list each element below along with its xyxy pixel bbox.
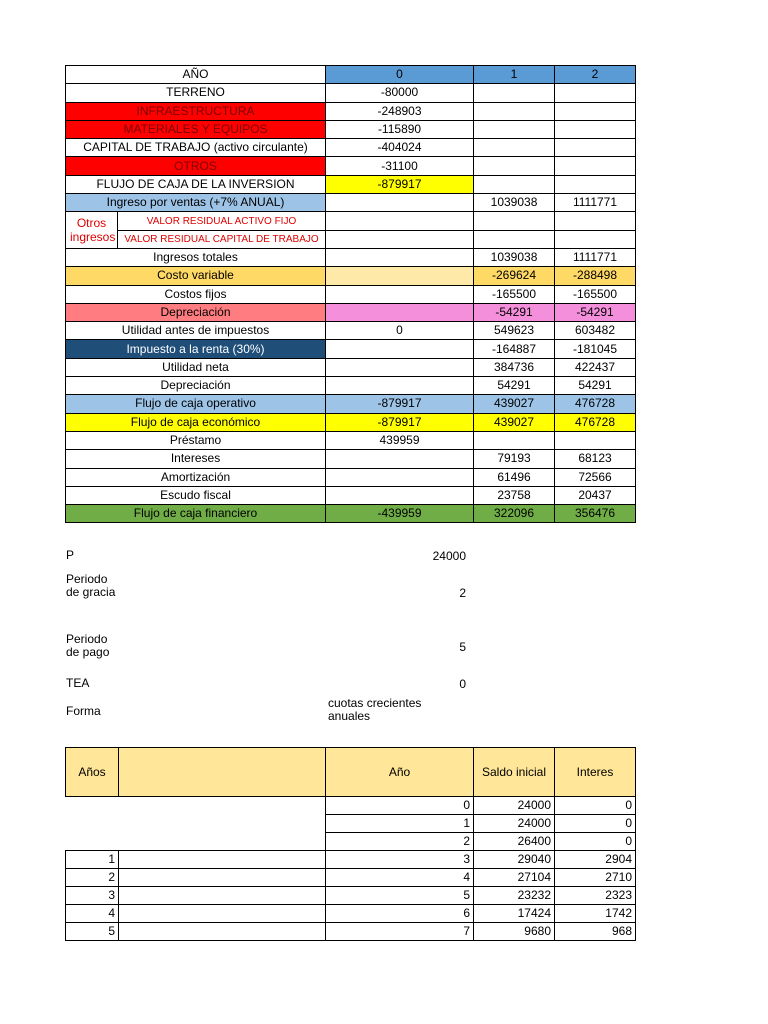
loan-row-n[interactable]: 4 [66,905,119,923]
loan-row-year[interactable]: 6 [326,905,474,923]
cell-v0[interactable] [326,230,474,248]
tea-label[interactable]: TEA [66,676,90,690]
header-cell-ano[interactable]: AÑO [66,66,326,84]
loan-row-5 [66,887,636,905]
cell-v2[interactable] [555,230,636,248]
loan-row-n[interactable]: 3 [66,887,119,905]
header-interes[interactable]: Interes [555,748,636,797]
forma-value[interactable]: cuotas crecientes anuales [328,696,422,723]
cell-v1[interactable] [474,84,555,102]
cell-v1[interactable]: 23758 [474,486,555,504]
cell-v2[interactable]: 422437 [555,358,636,376]
cell-v2[interactable]: -288498 [555,267,636,285]
cell-v1[interactable] [474,175,555,193]
cell-v0[interactable] [326,248,474,266]
cell-v1[interactable] [474,120,555,138]
cell-v2[interactable]: 20437 [555,486,636,504]
loan-header-row [66,748,636,797]
loan-row-interes[interactable]: 968 [555,923,636,941]
row-ingresos-totales [66,248,636,266]
row-label[interactable]: FLUJO DE CAJA DE LA INVERSION [66,175,326,193]
periodo-pago-label[interactable]: Periodo de pago [66,632,110,659]
cell-v2[interactable]: -54291 [555,303,636,321]
cell-v2[interactable]: 72566 [555,468,636,486]
cell-v2[interactable]: 1111771 [555,248,636,266]
row-label[interactable]: INFRAESTRUCTURA [66,102,326,120]
tea-value[interactable]: 0 [459,677,466,691]
header-anos[interactable]: Años [66,748,119,797]
cell-v1[interactable]: 384736 [474,358,555,376]
loan-row-blank[interactable] [119,869,326,887]
loan-row-year[interactable]: 1 [326,815,474,833]
loan-row-saldo[interactable]: 27104 [474,869,555,887]
row-flujo-financiero [66,505,636,523]
loan-row-0 [66,797,636,815]
cell-v1[interactable]: 1039038 [474,194,555,212]
loan-row-interes[interactable]: 0 [555,797,636,815]
loan-row-4 [66,869,636,887]
row-depreciacion-neg [66,303,636,321]
cell-v2[interactable]: 476728 [555,413,636,431]
row-label[interactable]: MATERIALES Y EQUIPOS [66,120,326,138]
cell-v0[interactable]: -879917 [326,175,474,193]
cell-v0[interactable] [326,340,474,358]
loan-row-6 [66,905,636,923]
cell-v1[interactable] [474,212,555,230]
loan-row-n [66,815,326,833]
periodo-gracia-label[interactable]: Periodo de gracia [66,572,116,599]
cell-v0[interactable]: -31100 [326,157,474,175]
loan-row-blank[interactable] [119,851,326,869]
loan-row-n [66,797,326,815]
cell-v0[interactable]: -404024 [326,139,474,157]
cell-v2[interactable] [555,84,636,102]
row-label[interactable]: Amortización [66,468,326,486]
cell-v0[interactable] [326,212,474,230]
row-label[interactable]: CAPITAL DE TRABAJO (activo circulante) [66,139,326,157]
loan-row-interes[interactable]: 2323 [555,887,636,905]
cell-v0[interactable] [326,267,474,285]
cell-v0[interactable]: 0 [326,322,474,340]
cell-v0[interactable]: -879917 [326,395,474,413]
row-label[interactable]: Flujo de caja operativo [66,395,326,413]
header-cell-year-0[interactable]: 0 [326,66,474,84]
loan-row-interes[interactable]: 0 [555,815,636,833]
cell-v2[interactable] [555,212,636,230]
row-terreno [66,84,636,102]
row-label[interactable]: Flujo de caja económico [66,413,326,431]
p-label[interactable]: P [66,548,75,562]
row-valor-residual-capital [66,230,636,248]
loan-row-year[interactable]: 7 [326,923,474,941]
loan-row-saldo[interactable]: 9680 [474,923,555,941]
row-label[interactable]: Impuesto a la renta (30%) [66,340,326,358]
row-label[interactable]: Utilidad neta [66,358,326,376]
loan-row-saldo[interactable]: 26400 [474,833,555,851]
loan-row-interes[interactable]: 2904 [555,851,636,869]
periodo-gracia-value[interactable]: 2 [459,586,466,600]
row-label[interactable]: Ingresos totales [66,248,326,266]
header-cell-year-2[interactable]: 2 [555,66,636,84]
header-ano[interactable]: Año [326,748,474,797]
periodo-pago-value[interactable]: 5 [459,640,466,654]
loan-row-n[interactable]: 1 [66,851,119,869]
cell-v2[interactable] [555,157,636,175]
cell-v0[interactable]: -115890 [326,120,474,138]
cash-flow-table [65,65,636,523]
loan-row-year[interactable]: 3 [326,851,474,869]
header-blank[interactable] [119,748,326,797]
row-materiales [66,120,636,138]
cell-v0[interactable]: -80000 [326,84,474,102]
cell-v0[interactable]: -248903 [326,102,474,120]
row-utilidad-neta [66,358,636,376]
cell-v2[interactable] [555,120,636,138]
row-capital-trabajo [66,139,636,157]
row-depreciacion-pos [66,377,636,395]
loan-row-n[interactable]: 5 [66,923,119,941]
row-label[interactable]: Intereses [66,450,326,468]
loan-row-n [66,833,326,851]
loan-row-blank[interactable] [119,905,326,923]
row-label[interactable]: Costos fijos [66,285,326,303]
loan-row-saldo[interactable]: 23232 [474,887,555,905]
row-intereses [66,450,636,468]
cell-v1[interactable] [474,139,555,157]
row-label[interactable]: Préstamo [66,431,326,449]
loan-row-interes[interactable]: 1742 [555,905,636,923]
loan-row-saldo[interactable]: 17424 [474,905,555,923]
row-label[interactable]: TERRENO [66,84,326,102]
cell-v0[interactable]: -439959 [326,505,474,523]
row-utilidad-antes-impuestos [66,322,636,340]
row-costos-fijos [66,285,636,303]
loan-schedule-table [65,747,636,941]
loan-row-blank[interactable] [119,887,326,905]
row-costo-variable [66,267,636,285]
loan-row-3 [66,851,636,869]
row-flujo-inversion [66,175,636,193]
cell-v1[interactable]: 439027 [474,413,555,431]
row-impuesto-renta [66,340,636,358]
cell-v1[interactable]: 1039038 [474,248,555,266]
cash-flow-header-row [66,66,636,84]
loan-row-n[interactable]: 2 [66,869,119,887]
row-infraestructura [66,102,636,120]
row-ingreso-ventas [66,194,636,212]
row-label[interactable]: VALOR RESIDUAL ACTIVO FIJO [118,212,326,230]
cell-v2[interactable]: 68123 [555,450,636,468]
cell-v1[interactable]: 439027 [474,395,555,413]
cell-v1[interactable] [474,102,555,120]
cell-v0[interactable] [326,285,474,303]
cell-v0[interactable] [326,358,474,376]
row-label[interactable]: VALOR RESIDUAL CAPITAL DE TRABAJO [118,230,326,248]
header-cell-year-1[interactable]: 1 [474,66,555,84]
row-amortizacion [66,468,636,486]
loan-row-saldo[interactable]: 24000 [474,815,555,833]
cell-v1[interactable]: 54291 [474,377,555,395]
cell-v0[interactable] [326,194,474,212]
row-flujo-operativo [66,395,636,413]
row-prestamo [66,431,636,449]
cell-v1[interactable]: -269624 [474,267,555,285]
row-escudo-fiscal [66,486,636,504]
cell-v2[interactable] [555,139,636,157]
loan-row-year[interactable]: 2 [326,833,474,851]
cell-v1[interactable]: 61496 [474,468,555,486]
cell-v2[interactable]: 476728 [555,395,636,413]
row-label[interactable]: Ingreso por ventas (+7% ANUAL) [66,194,326,212]
cell-v2[interactable]: -165500 [555,285,636,303]
cell-v1[interactable]: -165500 [474,285,555,303]
cell-v2[interactable]: 356476 [555,505,636,523]
loan-row-saldo[interactable]: 29040 [474,851,555,869]
loan-row-year[interactable]: 4 [326,869,474,887]
cell-v1[interactable]: 322096 [474,505,555,523]
cell-v0[interactable] [326,486,474,504]
cell-v2[interactable]: -181045 [555,340,636,358]
cell-v0[interactable]: -879917 [326,413,474,431]
cell-v2[interactable] [555,102,636,120]
otros-ingresos-group-label[interactable]: Otros ingresos [66,212,118,249]
loan-row-saldo[interactable]: 24000 [474,797,555,815]
cell-v1[interactable]: 549623 [474,322,555,340]
row-label[interactable]: Escudo fiscal [66,486,326,504]
row-label[interactable]: Depreciación [66,377,326,395]
loan-row-blank[interactable] [119,923,326,941]
cell-v2[interactable] [555,175,636,193]
cell-v1[interactable] [474,431,555,449]
row-label[interactable]: Flujo de caja financiero [66,505,326,523]
cell-v0[interactable] [326,377,474,395]
cell-v1[interactable] [474,157,555,175]
cell-v1[interactable]: -54291 [474,303,555,321]
cell-v1[interactable]: -164887 [474,340,555,358]
cell-v2[interactable]: 603482 [555,322,636,340]
cell-v1[interactable] [474,230,555,248]
row-otros [66,157,636,175]
cell-v2[interactable]: 1111771 [555,194,636,212]
row-valor-residual-activo [66,212,636,230]
row-label[interactable]: Utilidad antes de impuestos [66,322,326,340]
loan-row-2 [66,833,636,851]
loan-row-7 [66,923,636,941]
cell-v2[interactable]: 54291 [555,377,636,395]
loan-row-interes[interactable]: 2710 [555,869,636,887]
row-label[interactable]: OTROS [66,157,326,175]
cell-v0[interactable] [326,450,474,468]
forma-label[interactable]: Forma [66,704,101,718]
cell-v0[interactable] [326,303,474,321]
loan-row-year[interactable]: 0 [326,797,474,815]
cell-v0[interactable] [326,468,474,486]
header-saldo-inicial[interactable]: Saldo inicial [474,748,555,797]
loan-row-1 [66,815,636,833]
loan-row-interes[interactable]: 0 [555,833,636,851]
p-value[interactable]: 24000 [432,549,466,563]
loan-row-year[interactable]: 5 [326,887,474,905]
cell-v1[interactable]: 79193 [474,450,555,468]
cell-v0[interactable]: 439959 [326,431,474,449]
row-label[interactable]: Costo variable [66,267,326,285]
row-label[interactable]: Depreciación [66,303,326,321]
row-flujo-economico [66,413,636,431]
cell-v2[interactable] [555,431,636,449]
